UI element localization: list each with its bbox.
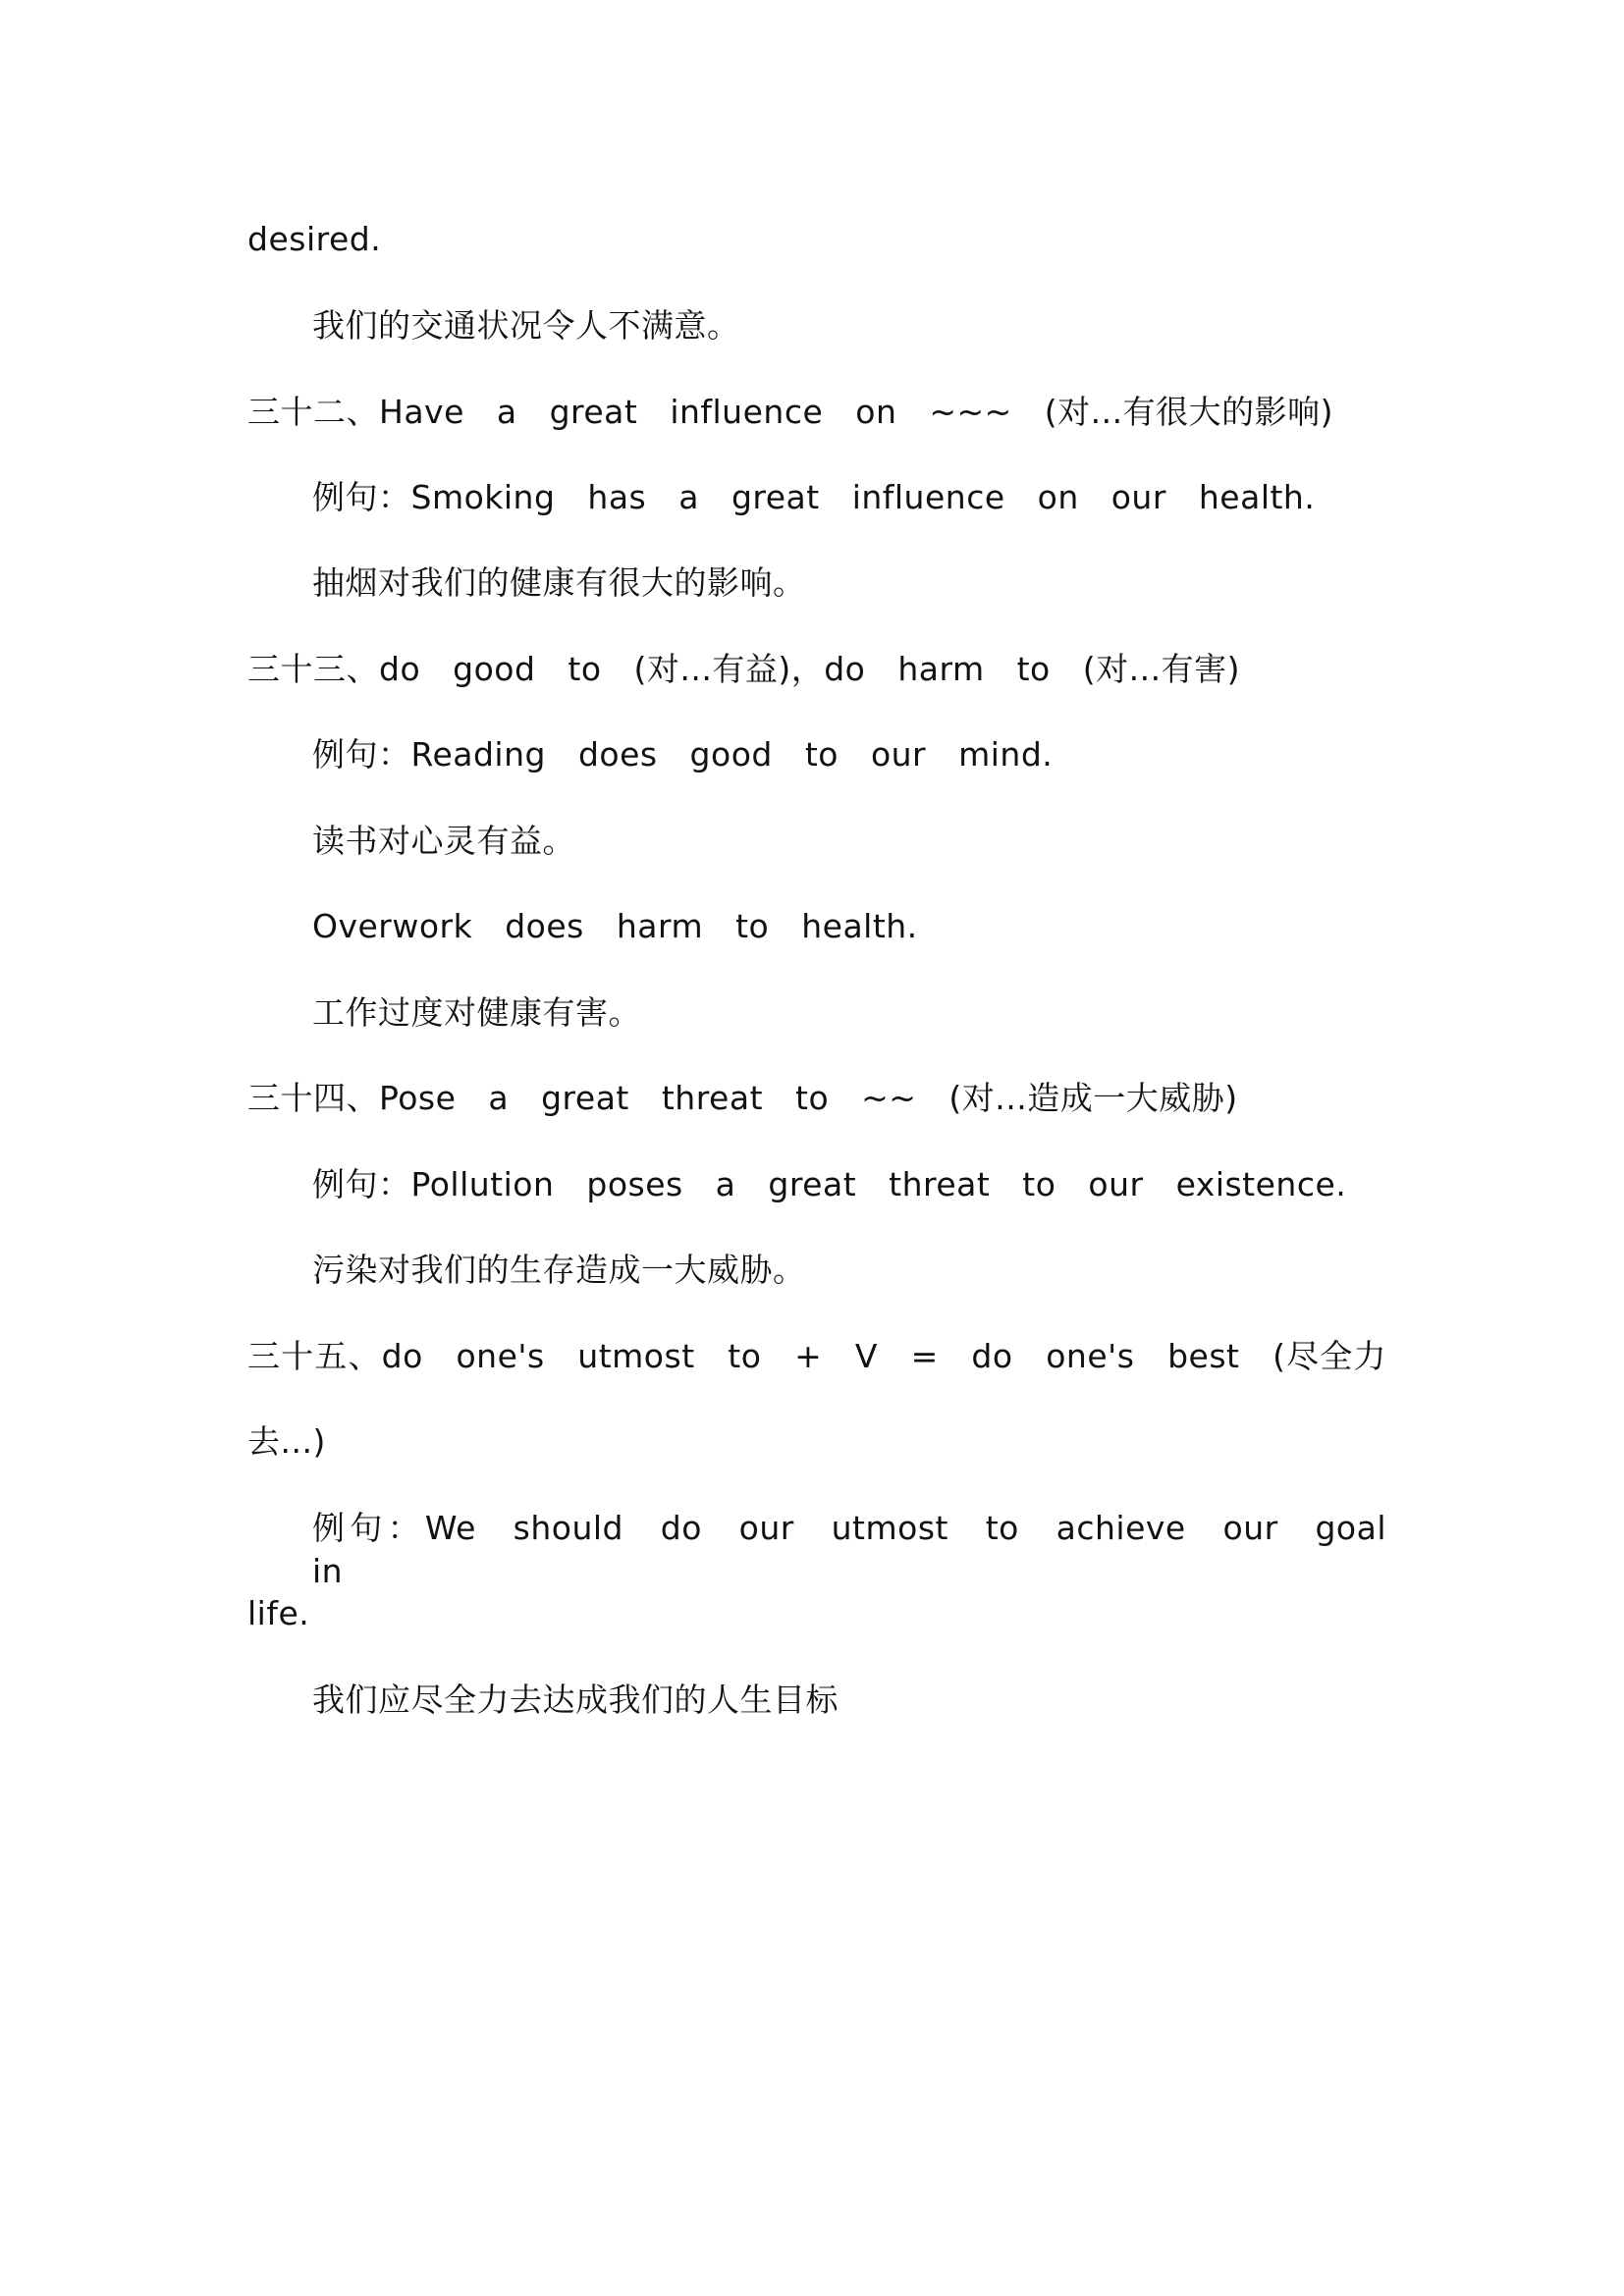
heading-33: 三十三、do good to (对...有益)，do harm to (对...有害) — [247, 650, 1240, 688]
example-34: 例句：Pollution poses a great threat to our existence. — [312, 1165, 1347, 1203]
heading-32: 三十二、Have a great influence on ~~~ (对...有很大的影响) — [247, 393, 1334, 431]
example-35-cont: life. — [247, 1594, 310, 1632]
text-line-1: desired. — [247, 220, 382, 258]
example-33b: Overwork does harm to health. — [312, 907, 918, 945]
heading-34: 三十四、Pose a great threat to ~~ (对...造成一大威胁) — [247, 1079, 1238, 1117]
translation-35: 我们应尽全力去达成我们的人生目标 — [312, 1681, 839, 1719]
example-33a: 例句：Reading does good to our mind. — [312, 735, 1054, 774]
example-32: 例句：Smoking has a great influence on our health. — [312, 478, 1316, 516]
heading-35-cont: 去...) — [247, 1422, 326, 1461]
translation-33b: 工作过度对健康有害。 — [312, 993, 641, 1032]
text-line-2: 我们的交通状况令人不满意。 — [312, 306, 740, 345]
heading-35: 三十五、do one's utmost to + V = do one's best (尽全力 — [247, 1337, 1386, 1375]
translation-33a: 读书对心灵有益。 — [312, 822, 575, 860]
translation-32: 抽烟对我们的健康有很大的影响。 — [312, 563, 806, 602]
translation-34: 污染对我们的生存造成一大威胁。 — [312, 1251, 806, 1289]
example-35: 例句：We should do our utmost to achieve our goal in — [312, 1509, 1386, 1590]
